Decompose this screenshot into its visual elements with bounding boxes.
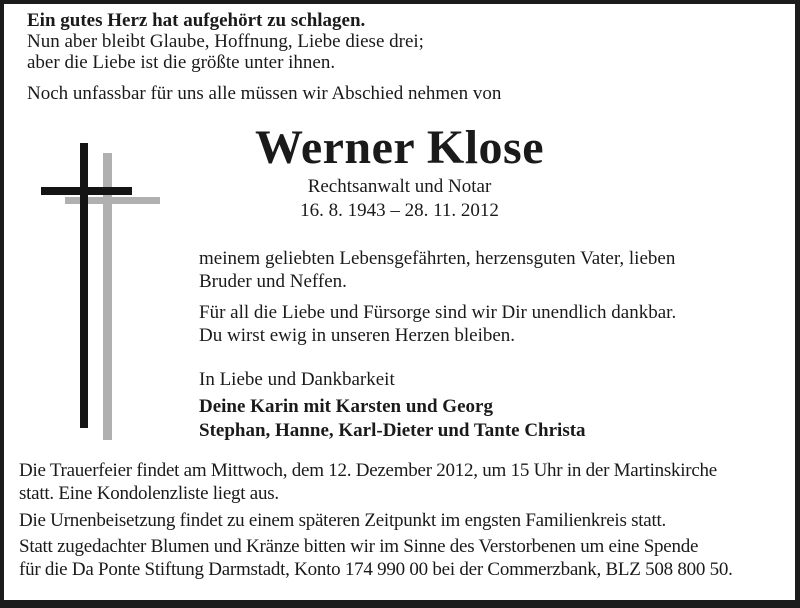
service-info-line-2: statt. Eine Kondolenzliste liegt aus.: [19, 483, 279, 504]
service-info-line-1: Die Trauerfeier findet am Mittwoch, dem 12. Dezember 2012, um 15 Uhr in der Martinskirche: [19, 460, 717, 481]
epigraph-quote-line-1: Nun aber bleibt Glaube, Hoffnung, Liebe diese drei;: [27, 31, 424, 52]
epigraph-headline: Ein gutes Herz hat aufgehört zu schlagen.: [27, 10, 366, 31]
tribute-block: [199, 247, 739, 443]
mourners-line-2: Stephan, Hanne, Karl-Dieter und Tante Christa: [199, 420, 586, 441]
epigraph-block: [27, 10, 501, 104]
deceased-name: Werner Klose: [254, 121, 545, 174]
dedication-line-1: meinem geliebten Lebensgefährten, herzensguten Vater, lieben: [199, 248, 676, 269]
closing-line: In Liebe und Dankbarkeit: [199, 369, 395, 390]
mourners-line-1: Deine Karin mit Karsten und Georg: [199, 396, 493, 417]
thanks-line-1: Für all die Liebe und Fürsorge sind wir Dir unendlich dankbar.: [199, 302, 677, 323]
deceased-header: [4, 123, 795, 222]
epigraph-quote-line-2: aber die Liebe ist die größte unter ihnen.: [27, 52, 336, 73]
deceased-profession: Rechtsanwalt und Notar: [307, 176, 492, 197]
thanks-line-2: Du wirst ewig in unseren Herzen bleiben.: [199, 325, 516, 346]
funeral-info-block: [19, 459, 795, 581]
intro-line: Noch unfassbar für uns alle müssen wir Abschied nehmen von: [27, 83, 502, 104]
donation-info-line-2: für die Da Ponte Stiftung Darmstadt, Konto 174 990 00 bei der Commerzbank, BLZ 508 800 50.: [19, 559, 733, 580]
burial-info-line: Die Urnenbeisetzung findet zu einem späteren Zeitpunkt im engsten Familienkreis statt.: [19, 510, 667, 531]
donation-info-line-1: Statt zugedachter Blumen und Kränze bitten wir im Sinne des Verstorbenen um eine Spende: [19, 536, 699, 557]
deceased-life-dates: 16. 8. 1943 – 28. 11. 2012: [300, 200, 499, 221]
dedication-line-2: Bruder und Neffen.: [199, 271, 347, 292]
